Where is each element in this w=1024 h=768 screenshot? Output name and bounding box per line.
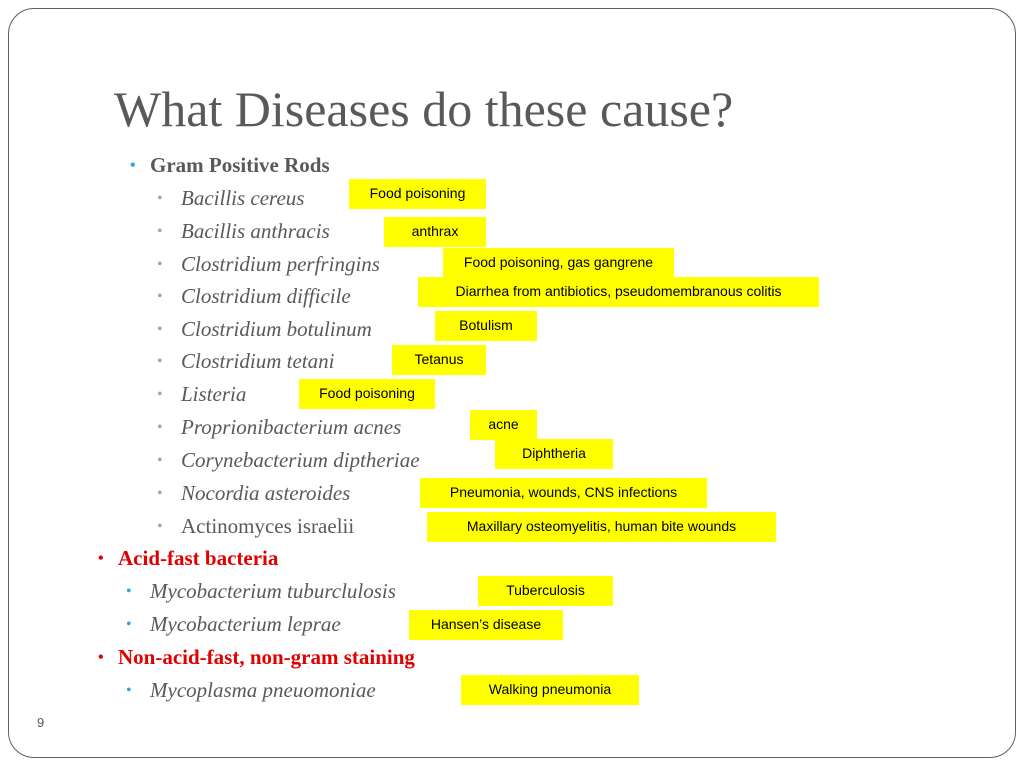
- section-heading-text: Gram Positive Rods: [150, 153, 330, 177]
- bullet-icon: •: [157, 386, 163, 403]
- bullet-icon: •: [98, 550, 104, 567]
- organism-name: Actinomyces israelii: [181, 514, 355, 538]
- disease-tag: Maxillary osteomyelitis, human bite wounds: [427, 512, 776, 542]
- organism-name: Clostridium botulinum: [181, 317, 372, 341]
- bullet-icon: •: [130, 157, 136, 174]
- bullet-icon: •: [126, 583, 132, 600]
- page-number: 9: [37, 715, 45, 730]
- bullet-icon: •: [157, 518, 163, 535]
- bullet-icon: •: [157, 190, 163, 207]
- organism-name: Clostridium difficile: [181, 284, 351, 308]
- organism-name: Listeria: [181, 382, 247, 406]
- section-heading-text: Non-acid-fast, non-gram staining: [118, 645, 415, 669]
- bullet-icon: •: [157, 288, 163, 305]
- list-item: [157, 382, 247, 406]
- bullet-icon: •: [157, 321, 163, 338]
- list-item: [157, 481, 351, 505]
- organism-name: Clostridium tetani: [181, 349, 335, 373]
- list-item: [157, 252, 380, 276]
- list-item: [157, 284, 351, 308]
- organism-name: Mycobacterium tuburclulosis: [150, 579, 396, 603]
- disease-tag: Food poisoning, gas gangrene: [443, 248, 674, 278]
- list-item: [126, 612, 341, 636]
- disease-tag: Walking pneumonia: [461, 675, 639, 705]
- list-item: [157, 349, 335, 373]
- disease-tag: Tetanus: [392, 345, 486, 375]
- list-item: [157, 448, 420, 472]
- organism-name: Clostridium perfringins: [181, 252, 380, 276]
- list-item: [157, 219, 330, 243]
- section-heading-acid-fast: [98, 546, 279, 570]
- disease-tag: Diphtheria: [495, 439, 613, 469]
- bullet-icon: •: [126, 682, 132, 699]
- disease-tag: acne: [470, 410, 537, 440]
- bullet-icon: •: [157, 353, 163, 370]
- organism-name: Bacillis anthracis: [181, 219, 330, 243]
- bullet-icon: •: [126, 616, 132, 633]
- section-heading-text: Acid-fast bacteria: [118, 546, 279, 570]
- list-item: [157, 317, 372, 341]
- bullet-icon: •: [157, 223, 163, 240]
- slide-title: What Diseases do these cause?: [114, 81, 734, 137]
- bullet-icon: •: [98, 649, 104, 666]
- bullet-icon: •: [157, 485, 163, 502]
- disease-tag: Food poisoning: [299, 379, 435, 409]
- organism-name: Mycobacterium leprae: [150, 612, 341, 636]
- disease-tag: Food poisoning: [349, 179, 486, 209]
- disease-tag: Hansen’s disease: [409, 610, 563, 640]
- list-item: [157, 186, 305, 210]
- disease-tag: Diarrhea from antibiotics, pseudomembranous colitis: [418, 277, 819, 307]
- organism-name: Proprionibacterium acnes: [181, 415, 402, 439]
- bullet-icon: •: [157, 452, 163, 469]
- organism-name: Bacillis cereus: [181, 186, 305, 210]
- list-item: [126, 678, 376, 702]
- list-item: [157, 415, 402, 439]
- disease-tag: Tuberculosis: [478, 576, 613, 606]
- disease-tag: anthrax: [384, 217, 486, 247]
- list-item: [126, 579, 396, 603]
- organism-name: Mycoplasma pneuomoniae: [150, 678, 376, 702]
- organism-name: Corynebacterium diptheriae: [181, 448, 420, 472]
- disease-tag: Pneumonia, wounds, CNS infections: [420, 478, 707, 508]
- organism-name: Nocordia asteroides: [181, 481, 351, 505]
- section-heading-gram-positive: [130, 153, 330, 177]
- bullet-icon: •: [157, 256, 163, 273]
- disease-tag: Botulism: [435, 311, 537, 341]
- section-heading-non-acid-fast: [98, 645, 415, 669]
- list-item: [157, 514, 355, 538]
- bullet-icon: •: [157, 419, 163, 436]
